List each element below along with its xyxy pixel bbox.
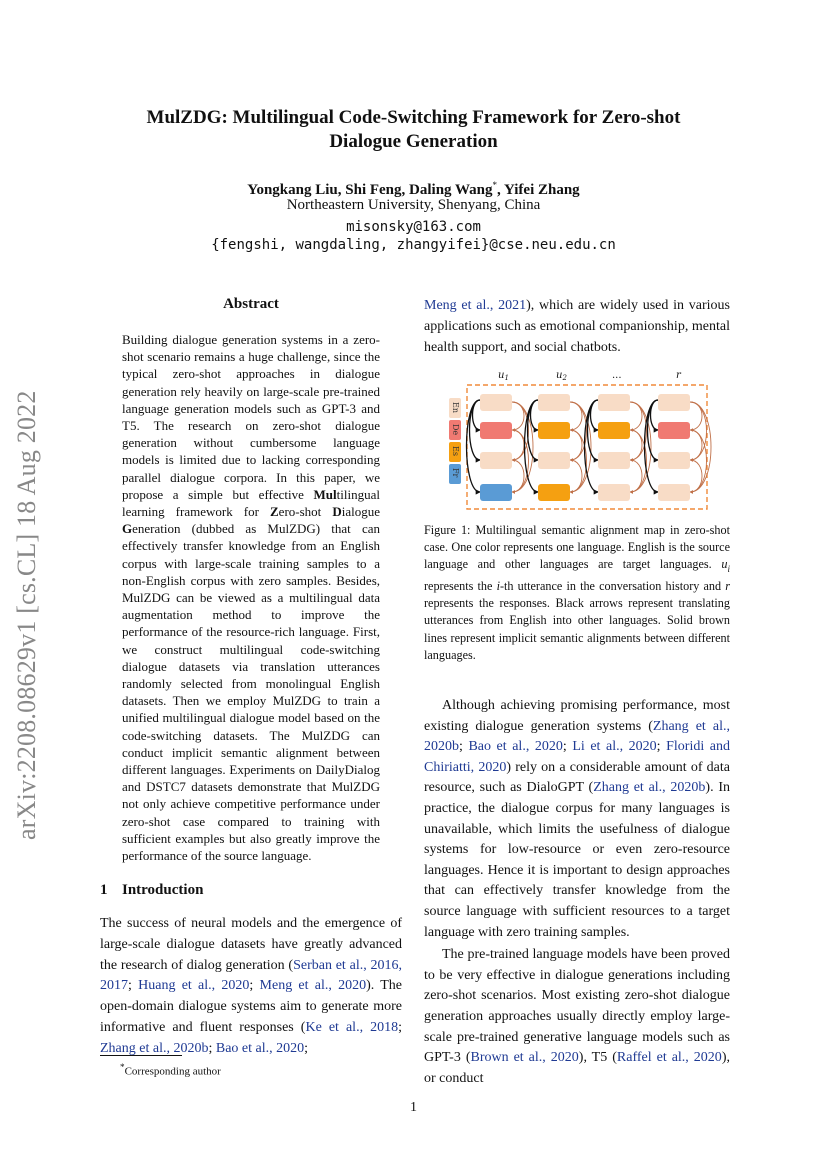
citation-link[interactable]: Bao et al., 2020 [468,739,563,755]
utterance-box [480,394,512,411]
utterance-box [598,422,630,439]
citation-link[interactable]: Floridi and Chiriatti, 2020 [424,739,731,775]
citation-link[interactable]: Ke et al., 2018 [305,1019,399,1035]
footnote [120,1060,221,1079]
right-column-body [424,696,730,1091]
utterance-box [598,452,630,469]
affiliation: Northeastern University, Shenyang, China [286,197,541,213]
legend-label-en: En [451,402,460,413]
semantic-alignment-line [690,402,711,492]
email-group: {fengshi, wangdaling, zhangyifei}@cse.neu.edu.cn [211,237,616,253]
col-label-u1: $u_1$ [498,370,509,382]
citation-link[interactable]: Zhang et al., 2020b [593,780,706,796]
utterance-box [480,452,512,469]
utterance-box [658,452,690,469]
col-label-ellipsis: ... [612,370,622,381]
section-title: Introduction [122,882,204,898]
footnote-mark: * [120,1062,125,1072]
citation-link[interactable]: Raffel et al., 2020 [616,1050,722,1066]
semantic-alignment-line [512,402,529,460]
utterance-box [480,422,512,439]
utterance-box [538,452,570,469]
utterance-box [538,484,570,501]
section-number: 1 [100,882,108,898]
citation-link[interactable]: Meng et al., 2020 [259,978,367,994]
utterance-box [658,422,690,439]
semantic-alignment-line [690,430,702,460]
footnote-rule [100,1055,182,1056]
semantic-alignment-line [570,430,582,460]
citation-link[interactable]: Bao et al., 2020 [215,1040,305,1056]
semantic-alignment-line [690,430,707,492]
citation-link[interactable]: Meng et al., 2021 [424,298,527,313]
citation-link[interactable]: Serban et al., 2016, 2017 [100,957,402,994]
figure-1-caption: Figure 1: Multilingual semantic alignment map in zero-shot case. One color represents one language. English is the source language and other languages are target languages. $u_i$ represents the i-th utterance in the conversation history and r represents the responses. Black arrows represent translating utterances from English into other languages. Solid brown lines represent implicit semantic alignments between different languages. [424,523,730,662]
col-label-u2: $u_2$ [556,370,567,382]
utterance-box [598,394,630,411]
language-legend [449,398,461,484]
legend-label-fr: Fr [451,468,460,478]
utterance-box [538,422,570,439]
paper-title [80,106,747,154]
author-names: Yongkang Liu, Shi Feng, Daling Wang [247,182,493,198]
footnote-text: Corresponding author [124,1065,221,1078]
arxiv-stamp: arXiv:2208.08629v1 [cs.CL] 18 Aug 2022 [12,390,41,840]
intro-continuation: Meng et al., 2021), which are widely used in various applications such as emotional companionship, mental health support, and social chatbots. [424,298,730,355]
semantic-alignment-line [512,430,524,460]
figure-1-alignment-map [440,368,715,516]
abstract-body: Building dialogue generation systems in a zero-shot scenario remains a huge challenge, since the typical zero-shot approaches in dialogue generation rely heavily on large-scale pre-trained language generation models such as GPT-3 and T5. The research on zero-shot dialogue generation without cumbersome language models is limited due to lacking corresponding parallel dialogue corpora. In this paper, we propose a simple but effective Multilingual learning framework for Zero-shot Dialogue Generation (dubbed as MulZDG) that can effectively transfer knowledge from an English corpus with large-scale training samples to a non-English corpus with zero samples. Besides, MulZDG can be viewed as a multilingual data augmentation method to improve the performance of the resource-rich language. First, we construct multilingual code-switching dialogue datasets via translation utterances randomly selected from monolingual English datasets. Then we employ MulZDG to train a unified multilingual dialogue model based on the code-switching datasets. The MulZDG can conduct implicit semantic alignment between different languages. Experiments on DailyDialog and DSTC7 datasets demonstrate that MulZDG not only achieve competitive performance under zero-shot case compared to training with sufficient examples but also greatly improve the performance of the source language. [122,332,380,864]
citation-link[interactable]: Zhang et al., 2020b [100,1040,209,1056]
citation-link[interactable]: Li et al., 2020 [572,739,657,755]
utterance-columns [467,394,712,501]
author-names-tail: , Yifei Zhang [497,182,580,198]
section-heading-introduction [100,882,203,899]
translation-arrow [467,400,481,492]
title-line-1: MulZDG: Multilingual Code-Switching Framework for Zero-shot [146,107,681,128]
email-primary: misonsky@163.com [346,219,481,235]
citation-link[interactable]: Brown et al., 2020 [470,1050,579,1066]
utterance-box [658,484,690,501]
col-label-r: r [676,370,681,381]
title-line-2: Dialogue Generation [329,131,498,152]
citation-link[interactable]: Huang et al., 2020 [138,978,250,994]
semantic-alignment-line [690,402,707,460]
utterance-box [538,394,570,411]
utterance-box [598,484,630,501]
intro-paragraph: The success of neural models and the emergence of large-scale dialogue datasets have greatly advanced the research of dialog generation (Serban et al., 2016, 2017; Huang et al., 2020; Meng et al., 2020). The open-domain dialogue systems aim to generate more informative and fluent responses (Ke et al., 2018; Zhang et al., 2020b; Bao et al., 2020; [100,916,403,1056]
corresponding-mark: * [492,180,498,190]
paragraph: The pre-trained language models have been proved to be very effective in dialogue generations including zero-shot scenarios. Most existing zero-shot dialogue generation approaches usually directly employ large-scale pre-trained generative language models such as GPT-3 (Brown et al., 2020), T5 (Raffel et al., 2020), or conduct [424,947,730,1086]
semantic-alignment-line [512,430,529,492]
legend-label-de: De [451,424,460,436]
citation-link[interactable]: Zhang et al., 2020b [424,718,730,755]
page-number: 1 [410,1100,417,1115]
semantic-alignment-line [512,402,533,492]
paragraph: Although achieving promising performance, most existing dialogue generation systems (Zhang et al., 2020b; Bao et al., 2020; Li et al., 2020; Floridi and Chiriatti, 2020) rely on a considerable amount of data resource, such as DialoGPT (Zhang et al., 2020b). In practice, the dialogue corpus for many languages is unavailable, which limits the usefulness of dialogue systems for low-resource or even zero-resource languages. Hence it is important to design approaches that can effectively transfer knowledge from the source language with sufficient resources to a target language with zero training samples. [424,698,731,940]
abstract-heading: Abstract [223,296,279,312]
legend-label-es: Es [451,446,460,456]
utterance-box [480,484,512,501]
utterance-box [658,394,690,411]
semantic-alignment-line [630,430,642,460]
